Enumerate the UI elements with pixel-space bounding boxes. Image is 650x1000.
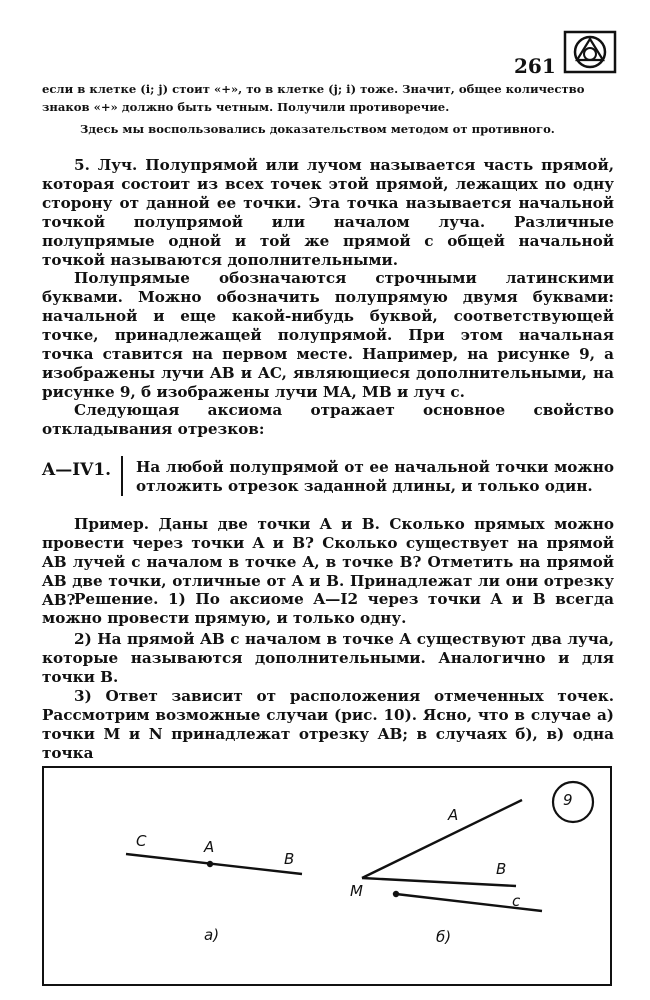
label-a-left: A bbox=[204, 838, 215, 856]
axiom-intro-paragraph: Следующая аксиома отражает основное свойство откладывания отрезков: bbox=[42, 401, 614, 438]
solution-step-2: 2) На прямой AB с началом в точке A существуют два луча, которые называются дополнительными. Аналогично и для точки B. bbox=[42, 630, 614, 686]
example-paragraph: Пример. Даны две точки A и B. Сколько прямых можно провести через точки A и B? Сколько существует на прямой AB лучей с началом в точке A, в точке B? Отметить на прямой AB две точки, отличные от A и B. Принадлежат ли они отрезку AB? bbox=[42, 515, 614, 609]
figure-number: 9 bbox=[563, 791, 573, 809]
caption-a: а) bbox=[204, 926, 220, 944]
notation-paragraph: Полупрямые обозначаются строчными латинскими буквами. Можно обозначить полупрямую двумя буквами: начальной и еще какой-нибудь буквой, соответствующей точке, принадлежащей полупрямой. При этом начальная точка ставится на первом месте. Например, на рисунке 9, а изображены лучи AB и AC, являющиеся дополнительными, на рисунке 9, б изображены лучи MA, MB и луч c. bbox=[42, 269, 614, 401]
label-b-left: B bbox=[284, 850, 295, 868]
label-m: M bbox=[350, 882, 363, 900]
axiom-text: На любой полупрямой от ее начальной точки можно отложить отрезок заданной длины, и только один. bbox=[136, 458, 614, 495]
label-b-right: B bbox=[496, 860, 507, 878]
solution-step-3: 3) Ответ зависит от расположения отмеченных точек. Рассмотрим возможные случаи (рис. 10). Ясно, что в случае а) точки M и N принадлежат отрезку AB; в случаях б), в) одна точка bbox=[42, 687, 614, 762]
section-5-ray-definition: 5. Луч. Полупрямой или лучом называется часть прямой, которая состоит из всех точек этой прямой, лежащих по одну сторону от данной ее точки. Эта точка называется начальной точкой полупрямой или началом луча. Различные полупрямые одной и той же прямой с общей начальной точкой называются дополнительными. bbox=[42, 156, 614, 269]
figure-9-drawing bbox=[44, 768, 610, 984]
point-a-left bbox=[207, 861, 213, 867]
intro-line-2: знаков «+» должно быть четным. Получили противоречие. bbox=[42, 100, 450, 114]
figure-number-circle bbox=[553, 782, 593, 822]
page-number: 261 bbox=[514, 54, 556, 78]
figure-9-frame bbox=[42, 766, 612, 986]
axiom-label: A—IV1. bbox=[42, 460, 112, 480]
point-ray-c-start bbox=[393, 891, 399, 897]
caption-b: б) bbox=[436, 928, 452, 946]
label-c-left: C bbox=[136, 832, 147, 850]
intro-line-3: Здесь мы воспользовались доказательством методом от противного. bbox=[80, 122, 555, 136]
triangle-circle-logo bbox=[563, 30, 617, 74]
line-cab bbox=[126, 854, 302, 874]
label-a-right: A bbox=[448, 806, 459, 824]
label-c-right: c bbox=[512, 892, 521, 910]
intro-line-1: если в клетке (i; j) стоит «+», то в клетке (j; i) тоже. Значит, общее количество bbox=[42, 82, 585, 96]
ray-mb bbox=[362, 878, 516, 886]
solution-step-1: Решение. 1) По аксиоме A—I2 через точки A и B всегда можно провести прямую, и только одну. bbox=[42, 590, 614, 627]
axiom-divider bbox=[121, 456, 123, 496]
